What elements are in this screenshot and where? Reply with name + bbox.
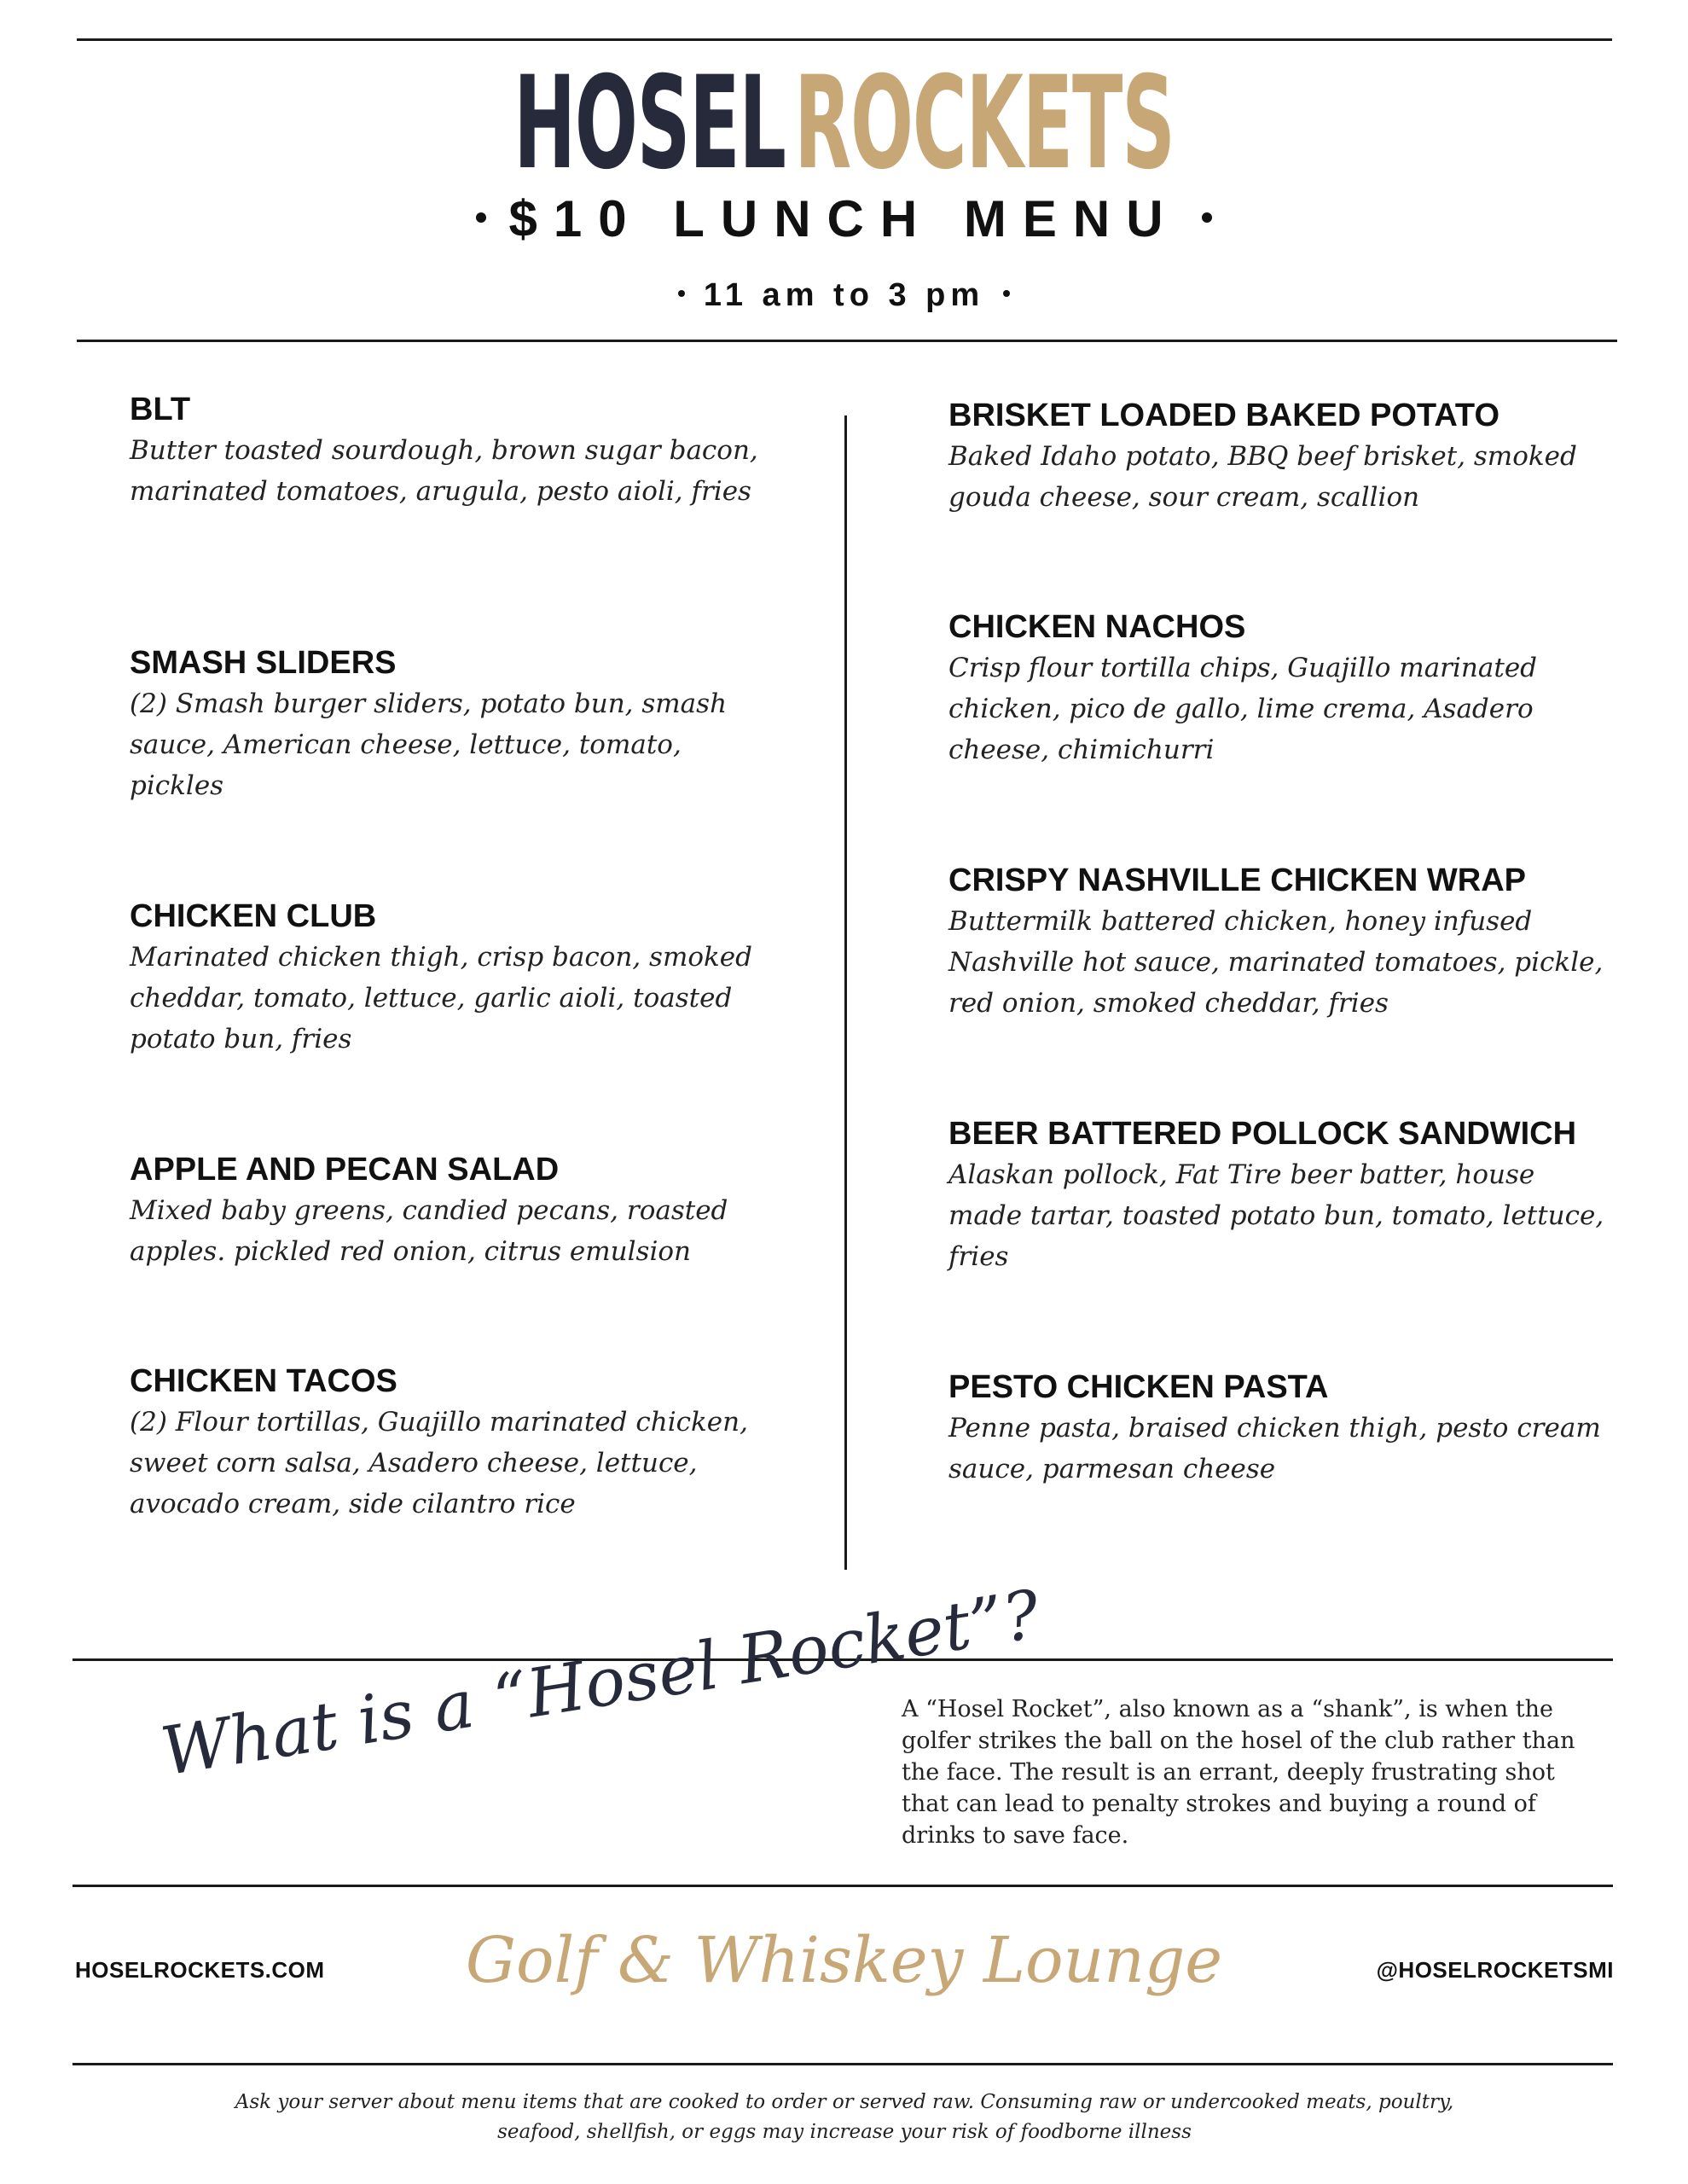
menu-item-description: Buttermilk battered chicken, honey infused Nashville hot sauce, marinated tomatoes, pickle, red onion, smoked cheddar, fries — [948, 906, 1604, 1019]
menu-item-description: Alaskan pollock, Fat Tire beer batter, house made tartar, toasted potato bun, tomato, lettuce, fries — [948, 1159, 1604, 1272]
footer-rule — [73, 2063, 1613, 2065]
menu-item — [130, 391, 778, 512]
about-bottom-rule — [73, 1885, 1613, 1887]
menu-item-name: CRISPY NASHVILLE CHICKEN WRAP — [948, 863, 1527, 898]
menu-item — [948, 608, 1614, 770]
menu-item-name: PESTO CHICKEN PASTA — [948, 1369, 1329, 1405]
bullet-icon — [476, 212, 486, 223]
bullet-icon — [678, 290, 685, 297]
menu-item-name: SMASH SLIDERS — [130, 645, 397, 681]
subtitle-text: $10 LUNCH MENU — [508, 190, 1180, 247]
brand-word-rockets: ROCKETS — [794, 49, 1175, 198]
menu-item-description: (2) Flour tortillas, Guajillo marinated chicken, sweet corn salsa, Asadero cheese, lettuce, avocado cream, side cilantro rice — [130, 1407, 748, 1519]
hosel-rocket-question: What is a “Hosel Rocket”? — [155, 1576, 1045, 1792]
bullet-icon — [1202, 212, 1212, 223]
menu-item-name: BEER BATTERED POLLOCK SANDWICH — [948, 1116, 1577, 1152]
menu-item-name: CHICKEN NACHOS — [948, 609, 1246, 645]
header-rule — [77, 340, 1617, 342]
menu-item-description: Marinated chicken thigh, crisp bacon, smoked cheddar, tomato, lettuce, garlic aioli, toasted potato bun, fries — [130, 942, 752, 1054]
lounge-tagline: Golf & Whiskey Lounge — [465, 1924, 1223, 1997]
menu-item-name: BLT — [130, 392, 191, 427]
service-hours — [0, 277, 1688, 314]
menu-item-description: Crisp flour tortilla chips, Guajillo marinated chicken, pico de gallo, lime crema, Asadero cheese, chimichurri — [948, 653, 1538, 765]
menu-item-description: Butter toasted sourdough, brown sugar bacon, marinated tomatoes, arugula, pesto aioli, fries — [130, 435, 758, 507]
menu-item-name: CHICKEN CLUB — [130, 898, 377, 934]
menu-item — [130, 1151, 778, 1272]
menu-item-description: Baked Idaho potato, BBQ beef brisket, smoked gouda cheese, sour cream, scallion — [948, 441, 1577, 513]
menu-item — [130, 897, 778, 1060]
menu-item — [948, 1368, 1614, 1490]
hosel-rocket-definition: A “Hosel Rocket”, also known as a “shank”, is when the golfer strikes the ball on the hosel of the club rather than the face. The result is an errant, deeply frustrating shot that can lead to penalty strokes and buying a round of drinks to save face. — [902, 1696, 1575, 1849]
bullet-icon — [1003, 290, 1010, 297]
website-link[interactable]: HOSELROCKETS.COM — [75, 1957, 325, 1983]
menu-item-description: Mixed baby greens, candied pecans, roasted apples. pickled red onion, citrus emulsion — [130, 1195, 728, 1267]
menu-item-name: BRISKET LOADED BAKED POTATO — [948, 398, 1500, 433]
menu-item-description: (2) Smash burger sliders, potato bun, smash sauce, American cheese, lettuce, tomato, pickles — [130, 688, 728, 801]
hours-text: 11 am to 3 pm — [703, 277, 985, 313]
menu-item — [948, 1115, 1614, 1277]
menu-item — [130, 644, 778, 806]
brand-word-hosel: HOSEL — [513, 49, 786, 198]
menu-item — [948, 862, 1614, 1024]
menu-item — [948, 397, 1614, 518]
top-rule — [77, 38, 1612, 41]
food-safety-disclaimer: Ask your server about menu items that are cooked to order or served raw. Consuming raw or undercooked meats, poultry, seafood, shellfish, or eggs may increase your risk of foodborne illness — [235, 2091, 1454, 2143]
menu-item — [130, 1362, 778, 1525]
menu-item-name: APPLE AND PECAN SALAD — [130, 1152, 560, 1188]
column-divider — [844, 415, 847, 1570]
social-handle[interactable]: @HOSELROCKETSMI — [1376, 1957, 1614, 1983]
menu-item-name: CHICKEN TACOS — [130, 1363, 397, 1399]
menu-subtitle — [0, 189, 1688, 248]
menu-item-description: Penne pasta, braised chicken thigh, pesto cream sauce, parmesan cheese — [948, 1413, 1601, 1484]
brand-logo — [355, 49, 1334, 198]
